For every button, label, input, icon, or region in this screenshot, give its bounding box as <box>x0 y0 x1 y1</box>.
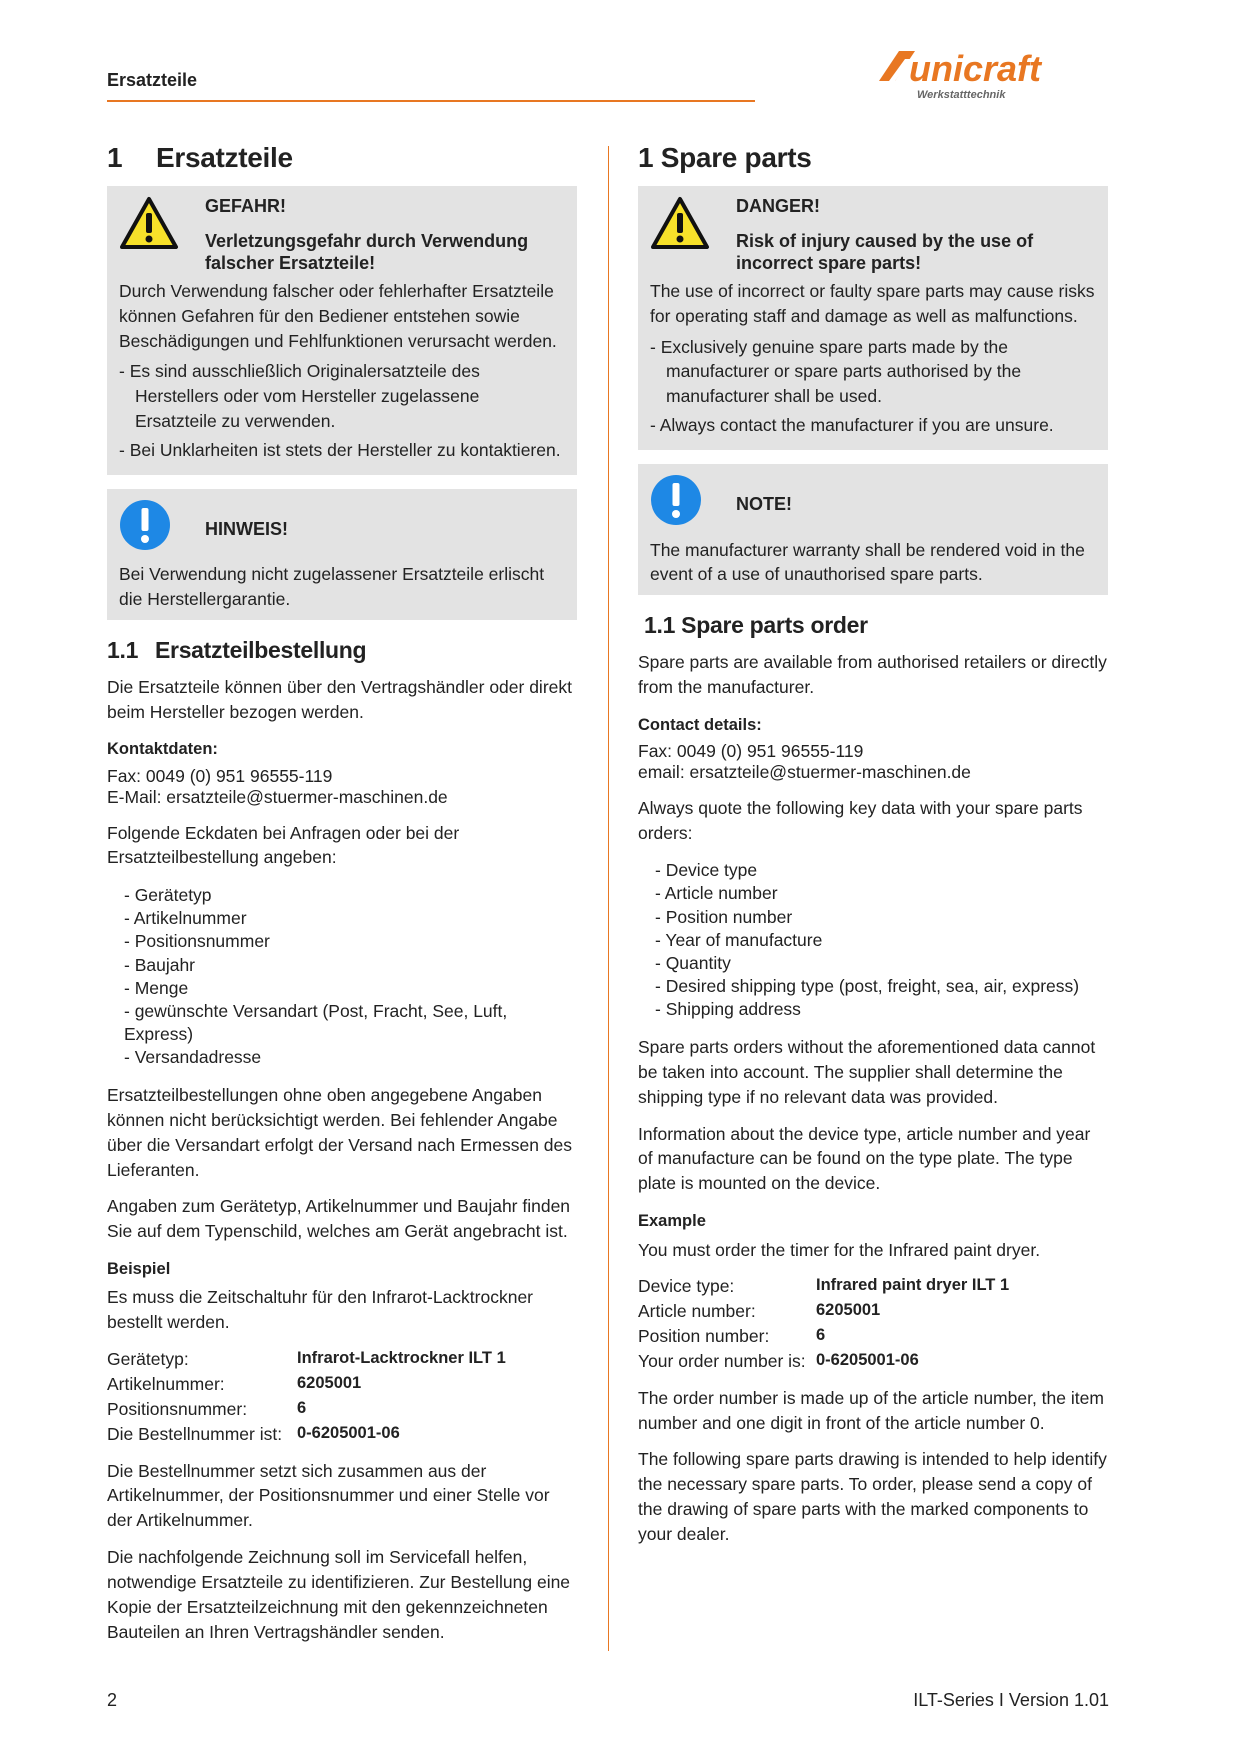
paragraph-de: Die Bestellnummer setzt sich zusammen aus der Artikelnummer, der Positionsnummer und einer Stelle vor der Artikelnummer. <box>107 1460 550 1531</box>
note-box-en <box>638 464 1108 595</box>
kv-value: 6205001 <box>816 1301 881 1320</box>
danger-heading-de: GEFAHR! <box>205 196 286 217</box>
info-exclamation-icon <box>650 474 702 526</box>
logo-wordmark: unicraft <box>909 48 1042 89</box>
paragraph-de: Ersatzteilbestellungen ohne oben angegebene Angaben können nicht berücksichtigt werden. Bei fehlender Angabe über die Versandart erfolgt der Versand nach Ermessen des Lieferanten. <box>107 1084 572 1180</box>
note-heading-de: HINWEIS! <box>205 518 288 539</box>
subsection-title-de: 1.1 Ersatzteilbestellung <box>107 637 367 664</box>
list-item: - Artikelnummer <box>124 908 247 929</box>
key-data-list-de <box>124 884 577 1069</box>
list-item: - Gerätetyp <box>124 885 212 906</box>
key-data-intro-en: Always quote the following key data with your spare parts orders: <box>638 797 1083 843</box>
example-text-en: You must order the timer for the Infrared paint dryer. <box>638 1239 1041 1260</box>
email-de: E-Mail: ersatzteile@stuermer-maschinen.de <box>107 787 448 808</box>
section-title-de: 1 Ersatzteile <box>107 142 293 173</box>
example-label-en: Example <box>638 1212 706 1231</box>
kv-value: 6 <box>816 1326 826 1345</box>
subsection-title-en: 1.1 Spare parts order <box>644 612 868 639</box>
paragraph-en: Information about the device type, article number and year of manufacture can be found on the type plate. The type plate is mounted on the device. <box>638 1123 1091 1194</box>
contact-label-en: Contact details: <box>638 715 762 734</box>
example-text-de: Es muss die Zeitschaltuhr für den Infrarot-Lacktrockner bestellt werden. <box>107 1287 534 1333</box>
danger-item-en: - Exclusively genuine spare parts made by the manufacturer or spare parts authorised by the manufacturer shall be used. <box>650 336 1022 407</box>
kv-key: Your order number is: <box>638 1350 806 1371</box>
list-item: - Year of manufacture <box>655 929 823 950</box>
kv-value: 6 <box>297 1398 307 1417</box>
danger-subheading-en: Risk of injury caused by the use of incorrect spare parts! <box>736 230 1034 274</box>
example-table-en <box>638 1274 1108 1373</box>
kv-key: Die Bestellnummer ist: <box>107 1423 283 1444</box>
danger-item-en: - Always contact the manufacturer if you are unsure. <box>650 415 1054 436</box>
warning-triangle-icon <box>650 196 710 250</box>
fax-de: Fax: 0049 (0) 951 96555-119 <box>107 765 333 786</box>
danger-item-de: - Bei Unklarheiten ist stets der Hersteller zu kontaktieren. <box>119 440 561 460</box>
paragraph-en: Spare parts orders without the aforementioned data cannot be taken into account. The supplier shall determine the shipping type if no relevant data was provided. <box>638 1037 1096 1107</box>
example-label-de: Beispiel <box>107 1260 171 1279</box>
key-data-list-en <box>655 859 1108 1021</box>
example-table-de <box>107 1347 577 1446</box>
note-text-en: The manufacturer warranty shall be rendered void in the event of a use of unauthorised spare parts. <box>650 539 1085 585</box>
danger-box-de <box>107 186 577 474</box>
column-divider <box>608 146 609 1651</box>
list-item: - Shipping address <box>655 998 801 1019</box>
header-section-label: Ersatzteile <box>107 70 198 90</box>
german-column <box>107 140 577 1656</box>
list-item: - Menge <box>124 977 189 998</box>
list-item: - Desired shipping type (post, freight, sea, air, express) <box>655 975 1080 996</box>
danger-heading-en: DANGER! <box>736 196 820 217</box>
danger-item-de: - Es sind ausschließlich Originalersatzteile des Herstellers oder vom Hersteller zugelassene Ersatzteile zu verwenden. <box>119 361 480 432</box>
note-heading-en: NOTE! <box>736 494 792 514</box>
fax-en: Fax: 0049 (0) 951 96555-119 <box>638 741 864 761</box>
email-en: email: ersatzteile@stuermer-maschinen.de <box>638 762 971 783</box>
paragraph-de: Angaben zum Gerätetyp, Artikelnummer und Baujahr finden Sie auf dem Typenschild, welches am Gerät angebracht ist. <box>107 1196 571 1242</box>
danger-text-en: The use of incorrect or faulty spare parts may cause risks for operating staff and damage as well as malfunctions. <box>650 280 1095 326</box>
danger-subheading-de: Verletzungsgefahr durch Verwendung falscher Ersatzteile! <box>205 230 529 274</box>
info-exclamation-icon <box>119 499 171 551</box>
key-data-intro-de: Folgende Eckdaten bei Anfragen oder bei der Ersatzteilbestellung angeben: <box>107 822 460 868</box>
list-item: - Device type <box>655 860 758 881</box>
danger-text-de: Durch Verwendung falscher oder fehlerhafter Ersatzteile können Gefahren für den Bediener entstehen sowie Beschädigungen und Fehlfunktionen verursacht werden. <box>119 280 557 351</box>
list-item: - Baujahr <box>124 954 196 975</box>
order-intro-en: Spare parts are available from authorised retailers or directly from the manufacturer. <box>638 651 1107 697</box>
list-item: - Position number <box>655 906 793 927</box>
kv-key: Artikelnummer: <box>107 1373 225 1394</box>
document-version: ILT-Series I Version 1.01 <box>913 1690 1109 1710</box>
kv-value: 0-6205001-06 <box>297 1423 400 1442</box>
order-intro-de: Die Ersatzteile können über den Vertragshändler oder direkt beim Hersteller bezogen werden. <box>107 676 572 722</box>
page-number: 2 <box>107 1690 118 1710</box>
english-column <box>638 140 1108 1559</box>
paragraph-de: Die nachfolgende Zeichnung soll im Servicefall helfen, notwendige Ersatzteile zu identifizieren. Zur Bestellung eine Kopie der Ersatzteilzeichnung mit den gekennzeichneten Bauteilen an Ihren Vertragshändler senden. <box>107 1547 571 1642</box>
kv-key: Device type: <box>638 1276 735 1297</box>
kv-key: Gerätetyp: <box>107 1349 189 1370</box>
logo-tagline: Werkstatttechnik <box>917 89 1006 101</box>
danger-box-en <box>638 186 1108 450</box>
kv-value: Infrarot-Lacktrockner ILT 1 <box>297 1349 506 1368</box>
list-item: - gewünschte Versandart (Post, Fracht, See, Luft, Express) <box>124 1000 508 1044</box>
warning-triangle-icon <box>119 196 179 250</box>
section-title-en: 1 Spare parts <box>638 142 812 173</box>
note-text-de: Bei Verwendung nicht zugelassener Ersatzteile erlischt die Herstellergarantie. <box>119 564 545 610</box>
list-item: - Versandadresse <box>124 1046 262 1067</box>
kv-key: Position number: <box>638 1326 770 1347</box>
kv-value: 6205001 <box>297 1373 362 1392</box>
kv-value: 0-6205001-06 <box>816 1350 919 1369</box>
list-item: - Positionsnummer <box>124 931 270 952</box>
kv-value: Infrared paint dryer ILT 1 <box>816 1276 1010 1295</box>
header-divider <box>107 100 755 102</box>
note-box-de <box>107 489 577 620</box>
list-item: - Quantity <box>655 952 731 973</box>
kv-key: Positionsnummer: <box>107 1398 248 1419</box>
kv-key: Article number: <box>638 1301 756 1322</box>
paragraph-en: The order number is made up of the article number, the item number and one digit in front of the article number 0. <box>638 1387 1104 1433</box>
paragraph-en: The following spare parts drawing is intended to help identify the necessary spare parts. To order, please send a copy of the drawing of spare parts with the marked components to your dealer. <box>638 1449 1107 1544</box>
list-item: - Article number <box>655 883 778 904</box>
contact-label-de: Kontaktdaten: <box>107 740 218 759</box>
unicraft-logo <box>875 47 1110 105</box>
